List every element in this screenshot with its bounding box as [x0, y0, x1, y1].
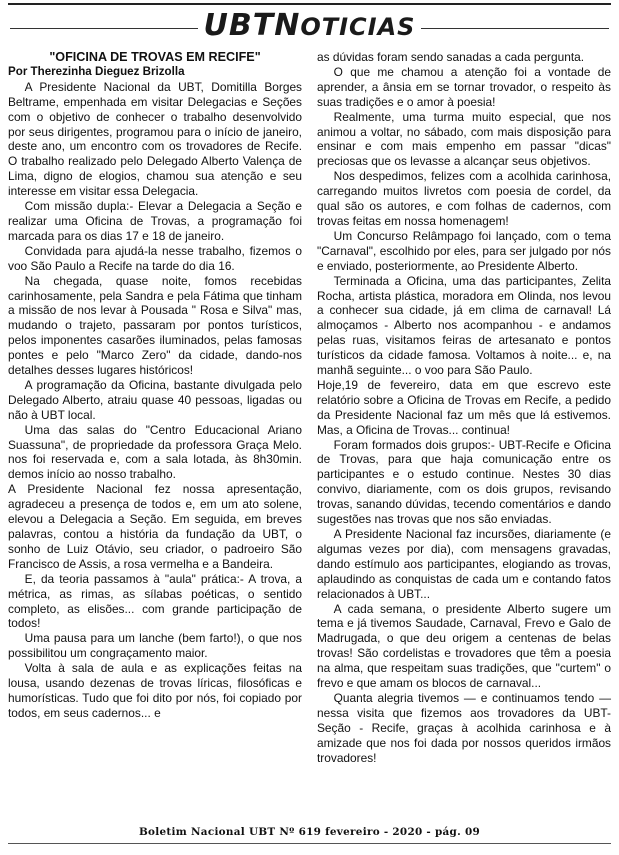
- paragraph: A Presidente Nacional faz incursões, diariamente (e algumas vezes por dia), com mensagens gravadas, dando estímulo aos participantes, elogiando as trovas, aplaudindo as conquistas de cada um e contando fatos relacionados à UBT...: [317, 527, 611, 601]
- masthead-title-part2: OTICIAS: [300, 13, 416, 41]
- paragraph: Terminada a Oficina, uma das participantes, Zelita Rocha, artista plástica, moradora em Olinda, nos levou a conhecer sua cidade, já em clima de carnaval! Lá almoçamos - Alberto nos acompanhou - e andamos pelas ruas, visitamos feiras de artesanato e pontos turísticos da cidade famosa. Voltamos à noite... e, na manhã seguinte... o voo para São Paulo.: [317, 273, 611, 378]
- paragraph: A programação da Oficina, bastante divulgada pelo Delegado Alberto, atraiu quase 40 pessoas, ligadas ou não à UBT local.: [8, 377, 302, 422]
- paragraph: Convidada para ajudá-la nesse trabalho, fizemos o voo São Paulo a Recife na tarde do dia 16.: [8, 243, 302, 273]
- right-column: [317, 50, 611, 766]
- paragraph: Hoje,19 de fevereiro, data em que escrevo este relatório sobre a Oficina de Trovas em Recife, a pedido da Presidente Nacional faz um mês que lá estivemos. Mas, a Oficina de Trovas... continua!: [317, 377, 611, 437]
- paragraph: Quanta alegria tivemos — e continuamos tendo — nessa visita que fizemos aos trovadores da UBT- Seção - Recife, graças à acolhida carinhosa e à amizade que nos foi dada por nossos queridos irmãos trovadores!: [317, 690, 611, 765]
- article-byline: Por Therezinha Dieguez Brizolla: [8, 64, 185, 78]
- left-column: [8, 50, 302, 721]
- paragraph: Realmente, uma turma muito especial, que nos animou a voltar, no sábado, com mais disposição para ensinar e com mais empenho em passar "dicas" preciosas que os levasse a alcançar seus objetivos.: [317, 109, 611, 169]
- paragraph: A Presidente Nacional fez nossa apresentação, agradeceu a presença de todos e, em um ato solene, elevou a Delegacia a Seção. Em seguida, em breves palavras, contou a história da fundação da UBT, o sonho de Luiz Otávio, seu criador, o padroeiro São Francisco de Assis, a rosa vermelha e a Bandeira.: [8, 482, 302, 571]
- footer-rule: [8, 843, 611, 844]
- paragraph: A Presidente Nacional da UBT, Domitilla Borges Beltrame, empenhada em visitar Delegacias e Seções com o objetivo de conhecer o trabalho desenvolvido por seus dirigentes, programou para o início de janeiro, deste ano, um encontro com os trovadores de Recife. O trabalho realizado pelo Delegado Alberto Valença de Lima, digno de elogios, chamou sua atenção e seu interesse em visitar essa Delegacia.: [8, 79, 302, 199]
- paragraph: E, da teoria passamos à "aula" prática:- A trova, a métrica, as rimas, as sílabas poéticas, o sentido completo, as elisões... com grande participação de todos!: [8, 571, 302, 631]
- article-columns: [8, 50, 611, 822]
- paragraph: O que me chamou a atenção foi a vontade de aprender, a ânsia em se tornar trovador, o respeito às suas tradições e o amor à poesia!: [317, 64, 611, 109]
- masthead-title-part1: UBTN: [203, 8, 301, 43]
- masthead-title: [198, 8, 422, 43]
- paragraph: Na chegada, quase noite, fomos recebidas carinhosamente, pela Sandra e pela Fátima que tinham a missão de nos levar à Pousada " Rosa e Silva" mas, mudando o trajeto, passaram por pontos turísticos, pelos imponentes casarões iluminados, pelas famosas pontes e pelo "Marco Zero" da cidade, dando-nos detalhes desses lugares históricos!: [8, 273, 302, 378]
- paragraph: Nos despedimos, felizes com a acolhida carinhosa, carregando muitos livretos com poesia de cordel, da qual são os autores, e com folhas de cadernos, com trovas feitas em nossa homenagem!: [317, 169, 611, 228]
- paragraph: A cada semana, o presidente Alberto sugere um tema e já tivemos Saudade, Carnaval, Frevo e Galo de Madrugada, o que deu origem a centenas de belas trovas! São cordelistas e trovadores que têm a poesia na alma, que respeitam suas tradições, que "curtem" o frevo e que amam os blocos de carnaval...: [317, 601, 611, 691]
- paragraph: Uma das salas do "Centro Educacional Ariano Suassuna", de propriedade da professora Graça Melo. nos foi reservada e, com a sala lotada, às 8h30min. demos início ao nosso trabalho.: [8, 422, 302, 482]
- masthead: [0, 8, 619, 46]
- paragraph: Foram formados dois grupos:- UBT-Recife e Oficina de Trovas, para que haja comunicação entre os participantes e o estudo continue. Nestes 30 dias convivo, diariamente, com os dois grupos, revisando trovas, sanando dúvidas, tecendo comentários e dando sugestões nas trovas que nos são enviadas.: [317, 437, 611, 527]
- paragraph: Uma pausa para um lanche (bem farto!), o que nos possibilitou um congraçamento maior.: [8, 631, 302, 661]
- paragraph: as dúvidas foram sendo sanadas a cada pergunta.: [317, 50, 585, 64]
- paragraph: Com missão dupla:- Elevar a Delegacia a Seção e realizar uma Oficina de Trovas, a programação foi marcada para os dias 17 e 18 de janeiro.: [8, 199, 302, 243]
- page-footer: Boletim Nacional UBT Nº 619 fevereiro - 2020 - pág. 09: [138, 826, 481, 838]
- article-title: "OFICINA DE TROVAS EM RECIFE": [49, 50, 261, 64]
- paragraph: Volta à sala de aula e as explicações feitas na lousa, usando dezenas de trovas líricas, filosóficas e humorísticas. Tudo que foi dito por nós, foi copiado por todos, em seus cadernos... e: [8, 661, 302, 720]
- header-rule: [8, 3, 611, 5]
- paragraph: Um Concurso Relâmpago foi lançado, com o tema "Carnaval", escolhido por eles, para ser julgado por nós e enviado, posteriormente, ao Presidente Alberto.: [317, 228, 611, 273]
